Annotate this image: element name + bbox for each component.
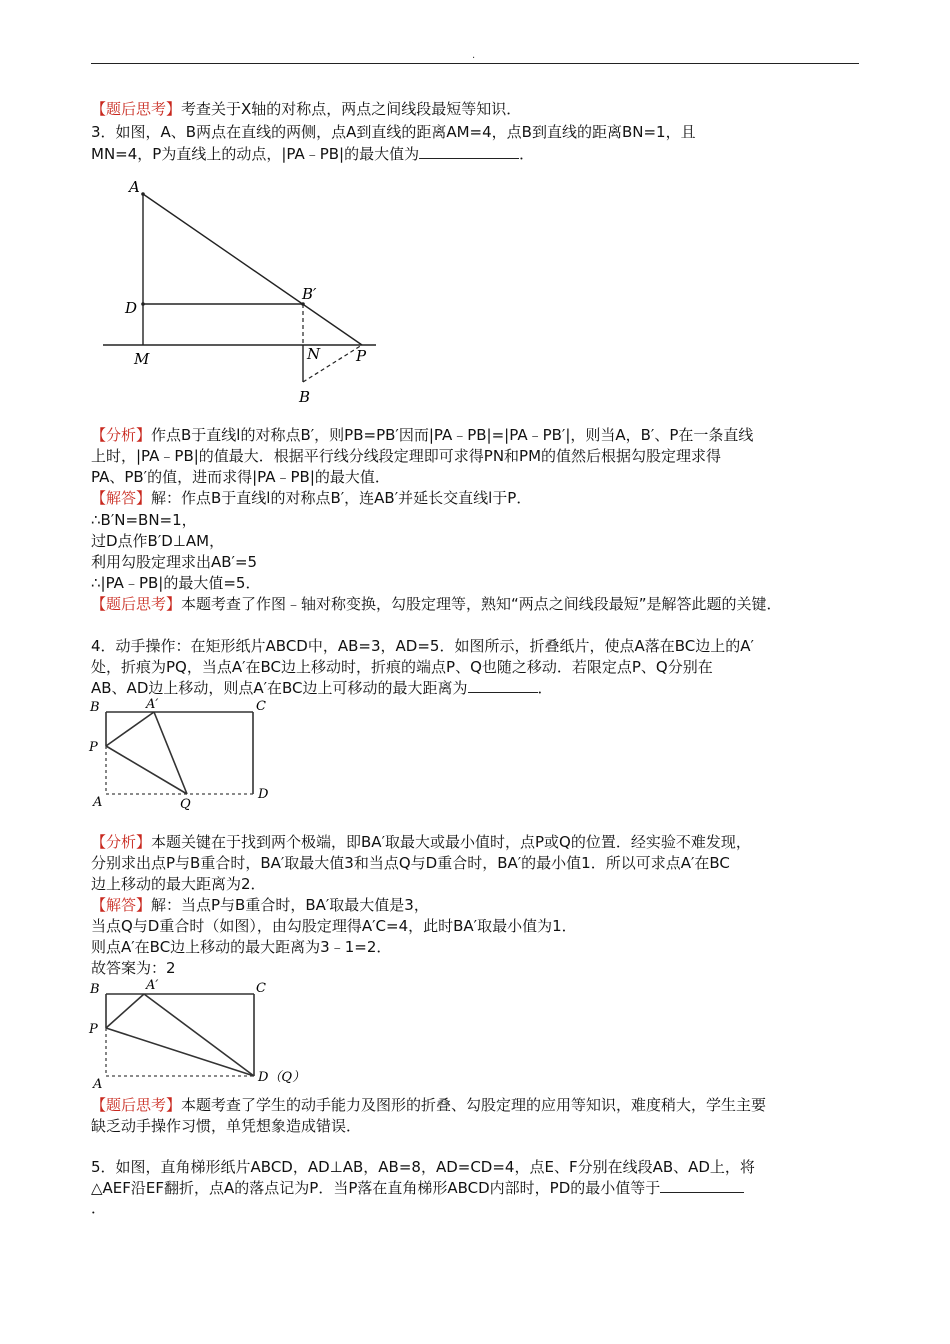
seg-pa-prime [106, 994, 144, 1028]
think-tag: 【题后思考】 [91, 100, 182, 118]
q3-line-1: 3．如图，A、B两点在直线的两侧，点A到直线的距离AM=4，点B到直线的距离BN=1，且 [91, 123, 696, 141]
q3-think [91, 594, 782, 614]
label-a: A [93, 795, 103, 810]
label-n: N [307, 345, 321, 363]
label-bprime: B′ [302, 285, 317, 303]
q4-solution-3: 则点A′在BC边上移动的最大距离为3﹣1=2． [91, 938, 392, 956]
q4-solution-1 [91, 895, 429, 915]
q4-line-3-text: AB、AD边上移动，则点A′在BC边上可移动的最大距离为 [91, 679, 468, 697]
q4-analysis-2: 分别求出点P与B重合时，BA′取最大值3和当点Q与D重合时，BA′的最小值1．所以可求点A′在BC [91, 854, 730, 872]
label-q: Q [180, 797, 191, 812]
q3-solution-1 [91, 488, 531, 508]
q4-answer-blank [468, 678, 538, 693]
seg-pq [106, 746, 187, 794]
q3-analysis-1 [91, 425, 753, 445]
q5-answer-blank [660, 1178, 744, 1193]
q5-line-2-text: △AEF沿EF翻折，点A的落点记为P．当P落在直角梯形ABCD内部时，PD的最小值等于 [91, 1179, 661, 1197]
q3-answer-blank [419, 144, 519, 159]
q4-think-1 [91, 1095, 766, 1115]
analysis-tag: 【分析】 [91, 833, 152, 851]
seg-aprime-q [154, 712, 187, 794]
q4-think-text-1: 本题考查了学生的动手能力及图形的折叠、勾股定理的应用等知识，难度稍大，学生主要 [181, 1096, 767, 1114]
q3-solution-3: 过D点作B′D⊥AM， [91, 532, 225, 550]
q4-solution-text-1: 解：当点P与B重合时，BA′取最大值是3， [151, 896, 429, 914]
point-d [141, 302, 145, 306]
label-c: C [256, 981, 266, 996]
answer-tag: 【解答】 [91, 489, 152, 507]
label-p: P [356, 347, 367, 365]
q5-line-1: 5．如图，直角梯形纸片ABCD，AD⊥AB，AB=8，AD=CD=4，点E、F分别在线段AB、AD上，将 [91, 1158, 755, 1176]
q3-analysis-2: 上时，|PA﹣PB|的值最大．根据平行线分线段定理即可求得PN和PM的值然后根据勾股定理求得 [91, 447, 722, 465]
label-aprime: A′ [146, 697, 159, 712]
label-b: B [90, 982, 100, 997]
q4-figure-2 [86, 976, 326, 1091]
q4-analysis-3: 边上移动的最大距离为2． [91, 875, 266, 893]
q3-line-2 [91, 144, 534, 164]
label-b: B [299, 388, 311, 406]
q4-figure-1 [86, 694, 286, 814]
q4-solution-2: 当点Q与D重合时（如图），由勾股定理得A′C=4，此时BA′取最小值为1． [91, 917, 577, 935]
q3-figure [95, 170, 395, 410]
header-rule [91, 63, 859, 64]
label-a: A [93, 1077, 103, 1091]
q4-line-1: 4．动手操作：在矩形纸片ABCD中，AB=3，AD=5．如图所示，折叠纸片，使点A落在BC边上的A′ [91, 637, 754, 655]
label-m: M [134, 350, 150, 368]
q3-analysis-text-1: 作点B于直线l的对称点B′，则PB=PB′因而|PA﹣PB|=|PA﹣PB′|，则当A，B′、P在一条直线 [151, 426, 754, 444]
q3-line-2-end: ． [519, 145, 535, 163]
q3-solution-2: ∴B′N=BN=1， [91, 511, 197, 529]
header-dot: . [472, 50, 476, 61]
q4-analysis-1 [91, 832, 751, 852]
q4-line-3-end: ． [537, 679, 553, 697]
label-d: D [125, 299, 138, 317]
label-c: C [256, 699, 266, 714]
think-tag: 【题后思考】 [91, 595, 182, 613]
q4-line-2: 处，折痕为PQ，当点A′在BC边上移动时，折痕的端点P、Q也随之移动．若限定点P、Q分别在 [91, 658, 713, 676]
label-b: B [90, 700, 100, 715]
think-tag: 【题后思考】 [91, 1096, 182, 1114]
seg-pa-prime [106, 712, 154, 746]
q5-line-2 [91, 1178, 744, 1198]
q4-analysis-text-1: 本题关键在于找到两个极端，即BA′取最大或最小值时，点P或Q的位置．经实验不难发现， [151, 833, 751, 851]
point-a [141, 192, 145, 196]
q3-solution-text-1: 解：作点B于直线l的对称点B′，连AB′并延长交直线l于P． [151, 489, 532, 507]
q5-line-3: ． [91, 1199, 107, 1217]
q3-solution-4: 利用勾股定理求出AB′=5 [91, 553, 258, 571]
label-p: P [89, 1022, 98, 1037]
q3-solution-5: ∴|PA﹣PB|的最大值=5． [91, 574, 261, 592]
label-aprime: A′ [146, 978, 159, 993]
label-p: P [89, 740, 98, 755]
q4-think-2: 缺乏动手操作习惯，单凭想象造成错误． [91, 1117, 362, 1135]
label-dq: D（Q） [258, 1070, 306, 1085]
q3-analysis-3: PA、PB′的值，进而求得|PA﹣PB|的最大值． [91, 468, 390, 486]
prev-think [91, 99, 521, 119]
seg-ap [143, 194, 362, 345]
label-a: A [129, 178, 140, 196]
seg-aprime-d [144, 994, 254, 1076]
analysis-tag: 【分析】 [91, 426, 152, 444]
seg-pd [106, 1028, 254, 1076]
answer-tag: 【解答】 [91, 896, 152, 914]
label-d: D [258, 787, 269, 802]
q4-solution-4: 故答案为：2 [91, 959, 176, 977]
q3-think-text: 本题考查了作图﹣轴对称变换，勾股定理等，熟知“两点之间线段最短”是解答此题的关键． [181, 595, 782, 613]
think-text: 考查关于X轴的对称点，两点之间线段最短等知识． [181, 100, 522, 118]
q3-line-2-text: MN=4，P为直线上的动点，|PA﹣PB|的最大值为 [91, 145, 420, 163]
